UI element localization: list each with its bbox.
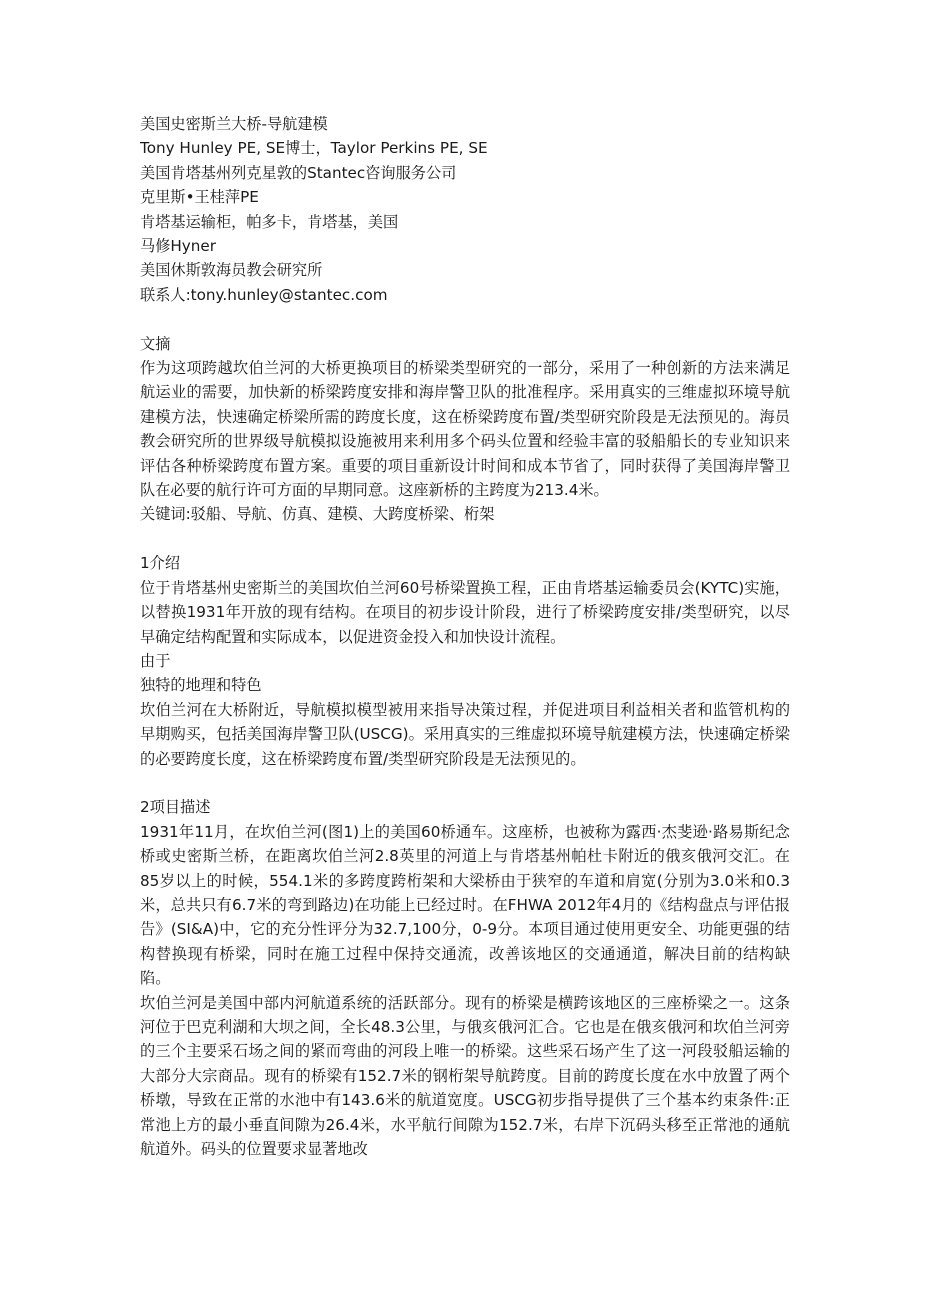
abstract-body: 作为这项跨越坎伯兰河的大桥更换项目的桥梁类型研究的一部分，采用了一种创新的方法来满足航运业的需要，加快新的桥梁跨度安排和海岸警卫队的批准程序。采用真实的三维虚拟环境导航建模方法，快速确定桥梁所需的跨度长度，这在桥梁跨度布置/类型研究阶段是无法预见的。海员教会研究所的世界级导航模拟设施被用来利用多个码头位置和经验丰富的驳船船长的专业知识来评估各种桥梁跨度布置方案。重要的项目重新设计时间和成本节省了，同时获得了美国海岸警卫队在必要的航行许可方面的早期同意。这座新桥的主跨度为213.4米。 xyxy=(140,359,790,500)
author-line: 马修Hyner xyxy=(140,237,216,256)
spacer xyxy=(140,307,790,331)
affiliation-line: 美国肯塔基州列克星敦的Stantec咨询服务公司 xyxy=(140,163,457,182)
section-2-paragraph: 1931年11月，在坎伯兰河(图1)上的美国60桥通车。这座桥，也被称为露西·杰斐逊·路易斯纪念桥或史密斯兰桥，在距离坎伯兰河2.8英里的河道上与肯塔基州帕杜卡附近的俄亥俄河交汇。在85岁以上的时候，554.1米的多跨度跨桁架和大梁桥由于狭窄的车道和肩宽(分别为3.0米和0.3米，总共只有6.7米的弯到路边)在功能上已经过时。在FHWA 2012年4月的《结构盘点与评估报告》(SI&A)中，它的充分性评分为32.7,100分，0-9分。本项目通过使用更安全、功能更强的结构替换现有桥梁，同时在施工过程中保持交通流，改善该地区的交通通道，解决目前的结构缺陷。 xyxy=(140,822,790,988)
section-2-paragraph: 坎伯兰河是美国中部内河航道系统的活跃部分。现有的桥梁是横跨该地区的三座桥梁之一。这条河位于巴克利湖和大坝之间，全长48.3公里，与俄亥俄河汇合。它也是在俄亥俄河和坎伯兰河旁的三个主要采石场之间的紧而弯曲的河段上唯一的桥梁。这些采石场产生了这一河段驳船运输的大部分大宗商品。现有的桥梁有152.7米的钢桁架导航跨度。目前的跨度长度在水中放置了两个桥墩，导致在正常的水池中有143.6米的航道宽度。USCG初步指导提供了三个基本约束条件:正常池上方的最小垂直间隙为26.4米，水平航行间隙为152.7米，右岸下沉码头移至正常池的通航航道外。码头的位置要求显著地改 xyxy=(140,993,790,1159)
document-page xyxy=(140,112,790,1161)
section-1-heading: 1介绍 xyxy=(140,554,181,573)
section-2-heading: 2项目描述 xyxy=(140,798,211,817)
contact-line: 联系人:tony.hunley@stantec.com xyxy=(140,285,388,304)
abstract-heading: 文摘 xyxy=(140,334,171,353)
section-1-fragment: 由于 xyxy=(140,651,171,670)
affiliation-line: 肯塔基运输柜，帕多卡，肯塔基，美国 xyxy=(140,212,399,231)
spacer xyxy=(140,527,790,551)
author-line: 克里斯•王桂萍PE xyxy=(140,188,259,207)
section-1-fragment: 独特的地理和特色 xyxy=(140,676,262,695)
affiliation-line: 美国休斯敦海员教会研究所 xyxy=(140,261,323,280)
paper-title: 美国史密斯兰大桥-导航建模 xyxy=(140,115,328,133)
authors-line: Tony Hunley PE, SE博士，Taylor Perkins PE, SE xyxy=(140,139,488,158)
spacer xyxy=(140,771,790,795)
keywords-line: 关键词:驳船、导航、仿真、建模、大跨度桥梁、桁架 xyxy=(140,505,495,524)
section-1-paragraph: 坎伯兰河在大桥附近，导航模拟模型被用来指导决策过程，并促进项目利益相关者和监管机构的早期购买，包括美国海岸警卫队(USCG)。采用真实的三维虚拟环境导航建模方法，快速确定桥梁的必要跨度长度，这在桥梁跨度布置/类型研究阶段是无法预见的。 xyxy=(140,700,790,768)
section-1-paragraph: 位于肯塔基州史密斯兰的美国坎伯兰河60号桥梁置换工程，正由肯塔基运输委员会(KYTC)实施，以替换1931年开放的现有结构。在项目的初步设计阶段，进行了桥梁跨度安排/类型研究，以尽早确定结构配置和实际成本，以促进资金投入和加快设计流程。 xyxy=(140,578,790,646)
